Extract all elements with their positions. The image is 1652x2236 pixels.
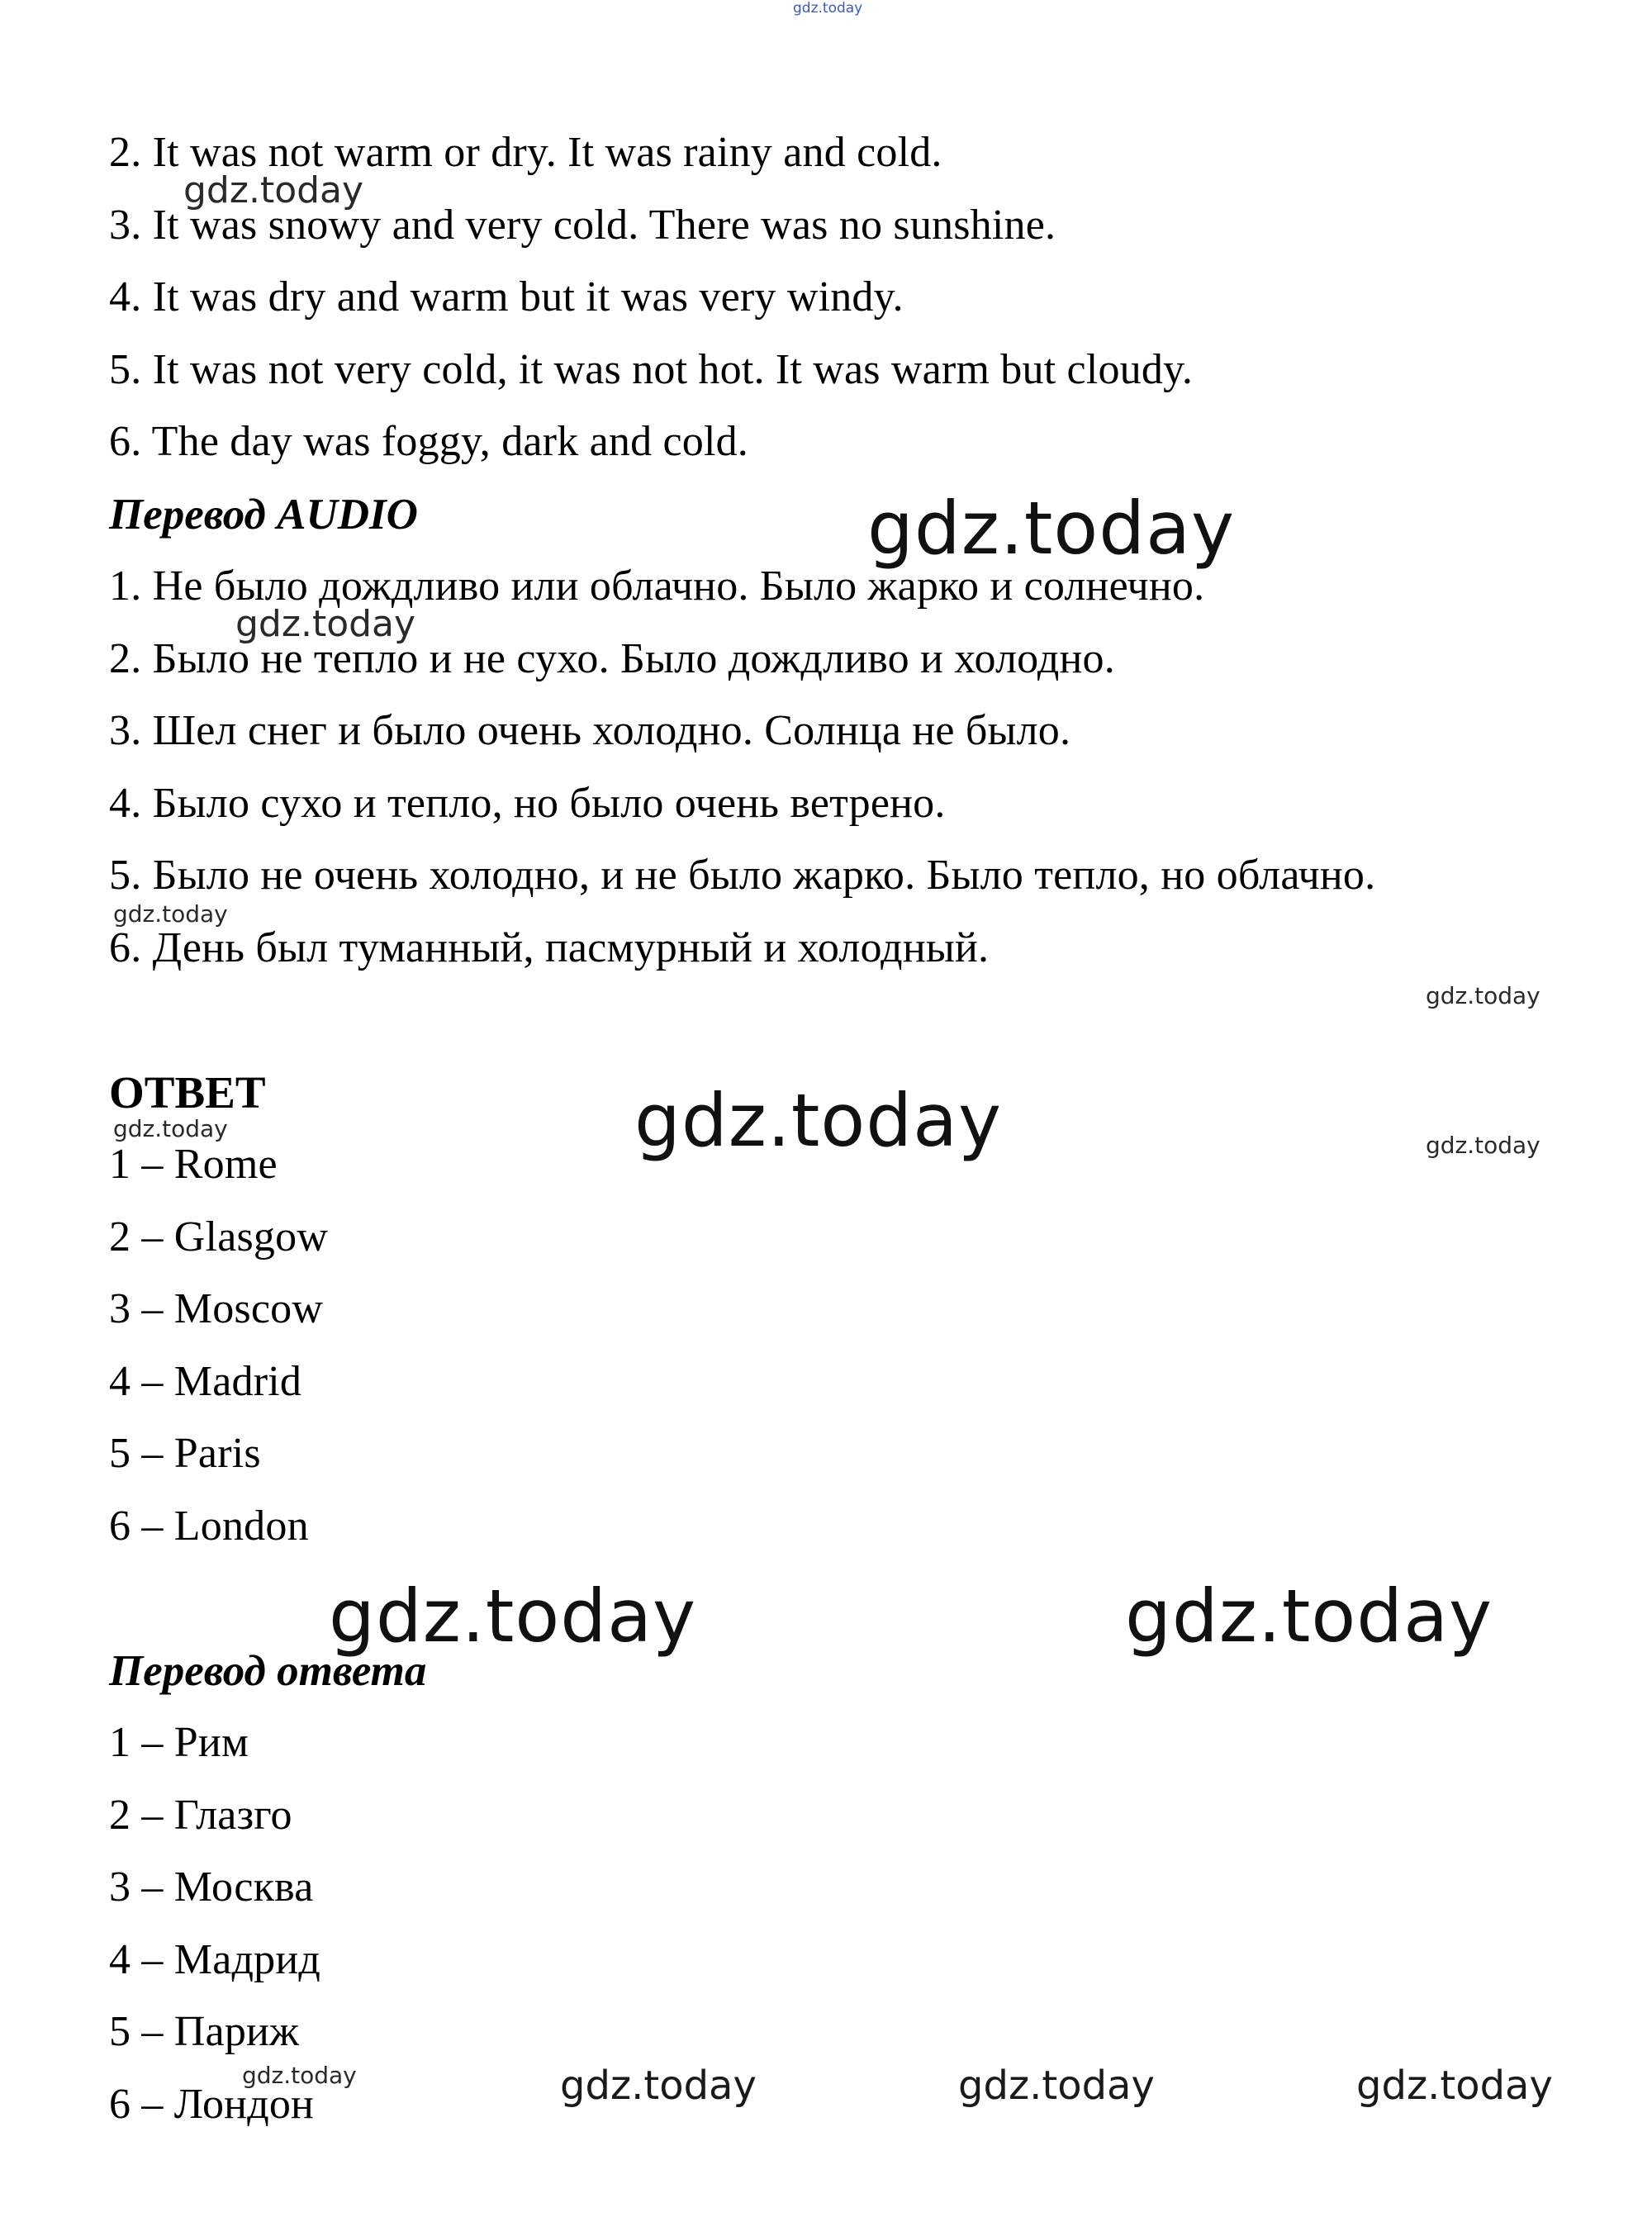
watermark-13: gdz.today — [958, 2063, 1155, 2109]
answer-item-5: 5 – Paris — [109, 1430, 261, 1477]
watermark-9: gdz.today — [329, 1574, 697, 1659]
audio-translation-line-2: 2. Было не тепло и не сухо. Было дождливо и холодно. — [109, 635, 1115, 682]
answer-item-6: 6 – London — [109, 1503, 309, 1550]
answer-translation-item-1: 1 – Рим — [109, 1719, 249, 1766]
sentence-en-4: 4. It was dry and warm but it was very windy. — [109, 273, 904, 320]
answer-translation-item-2: 2 – Глазго — [109, 1792, 292, 1839]
watermark-14: gdz.today — [1356, 2063, 1553, 2109]
watermark-1: gdz.today — [183, 169, 364, 211]
answer-translation-item-4: 4 – Мадрид — [109, 1936, 321, 1983]
answer-item-4: 4 – Madrid — [109, 1358, 302, 1405]
answer-item-2: 2 – Glasgow — [109, 1213, 329, 1260]
watermark-6: gdz.today — [634, 1078, 1003, 1163]
answer-item-3: 3 – Moscow — [109, 1285, 324, 1332]
watermark-top: gdz.today — [793, 0, 863, 17]
answer-translation-item-3: 3 – Москва — [109, 1863, 314, 1911]
sentence-en-3: 3. It was snowy and very cold. There was no sunshine. — [109, 202, 1056, 249]
sentence-en-2: 2. It was not warm or dry. It was rainy and cold. — [109, 129, 942, 176]
watermark-12: gdz.today — [560, 2063, 757, 2109]
watermark-11: gdz.today — [242, 2062, 357, 2089]
watermark-5: gdz.today — [1426, 982, 1540, 1009]
answer-translation-item-6: 6 – Лондон — [109, 2081, 315, 2128]
audio-translation-line-1: 1. Не было дождливо или облачно. Было жарко и солнечно. — [109, 563, 1205, 610]
answer-translation-heading: Перевод ответа — [109, 1647, 427, 1695]
watermark-4: gdz.today — [113, 900, 228, 928]
audio-translation-line-3: 3. Шел снег и было очень холодно. Солнца не было. — [109, 707, 1071, 754]
watermark-8: gdz.today — [113, 1115, 228, 1142]
audio-translation-line-4: 4. Было сухо и тепло, но было очень ветрено. — [109, 780, 946, 827]
answer-heading: ОТВЕТ — [109, 1067, 266, 1118]
audio-translation-heading: Перевод AUDIO — [109, 491, 418, 539]
watermark-3: gdz.today — [235, 603, 416, 645]
watermark-7: gdz.today — [1426, 1132, 1540, 1159]
sentence-en-5: 5. It was not very cold, it was not hot. It was warm but cloudy. — [109, 346, 1194, 393]
answer-item-1: 1 – Rome — [109, 1141, 278, 1188]
audio-translation-line-5: 5. Было не очень холодно, и не было жарко. Было тепло, но облачно. — [109, 852, 1376, 899]
audio-translation-line-6: 6. День был туманный, пасмурный и холодный. — [109, 924, 990, 971]
watermark-2: gdz.today — [867, 486, 1236, 571]
watermark-10: gdz.today — [1125, 1574, 1493, 1659]
sentence-en-6: 6. The day was foggy, dark and cold. — [109, 418, 748, 465]
answer-translation-item-5: 5 – Париж — [109, 2008, 300, 2055]
